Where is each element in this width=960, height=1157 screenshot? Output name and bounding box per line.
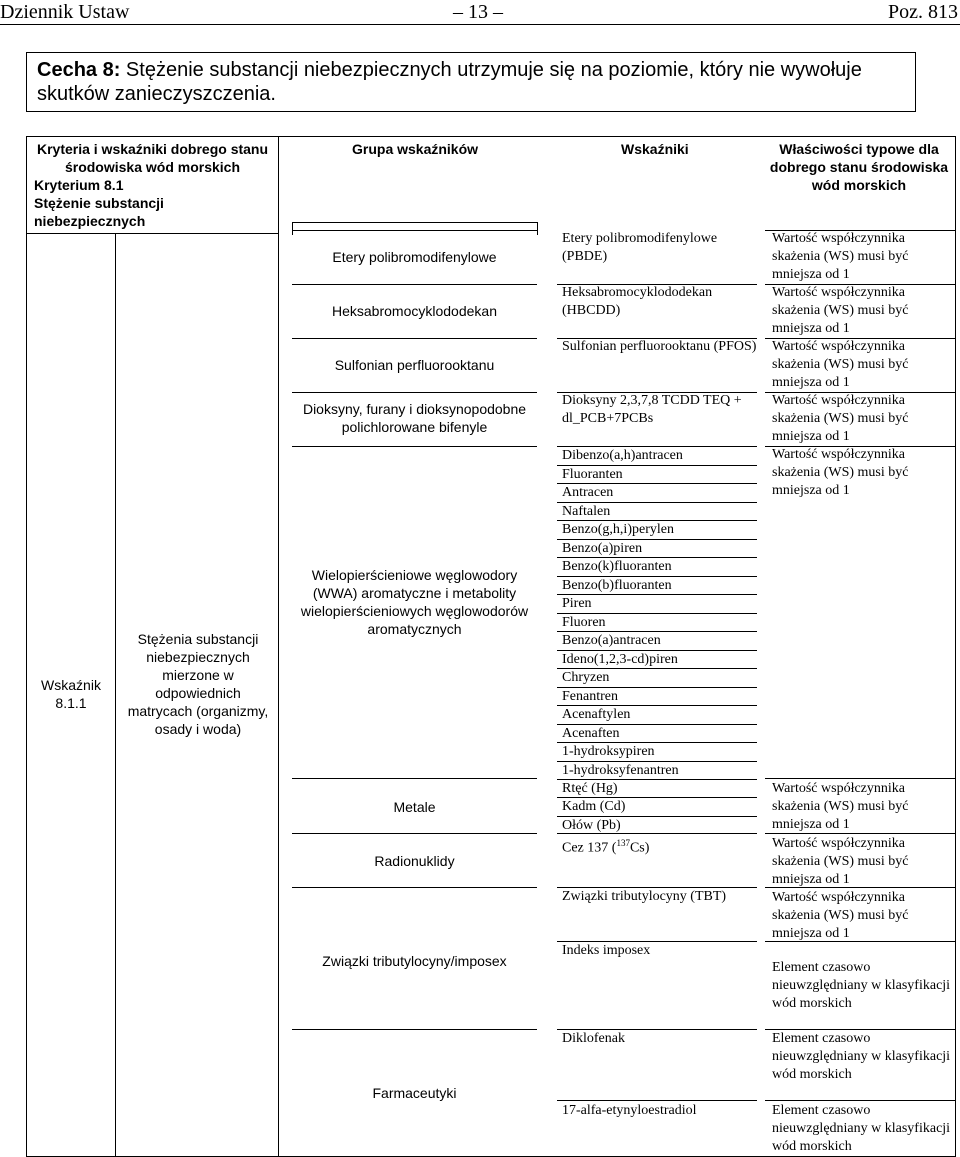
property-pbde: Wartość współczynnika skażenia (WS) musi być mniejsza od 1 bbox=[772, 231, 909, 282]
grupa-header: Grupa wskaźników bbox=[352, 141, 479, 157]
group-pbde: Etery polibromodifenylowe bbox=[332, 249, 497, 265]
header-rule bbox=[0, 24, 960, 25]
group-line bbox=[292, 392, 537, 393]
kryterium-name: Stężenie substancji niebezpiecznych bbox=[34, 195, 164, 229]
group-hbcdd: Heksabromocyklododekan bbox=[332, 303, 497, 319]
table-right-border bbox=[955, 136, 956, 1157]
page-number: – 13 – bbox=[453, 1, 503, 23]
wskazniki-header: Wskaźniki bbox=[621, 141, 689, 157]
indicator-ethinylestradiol: 17-alfa-etynyloestradiol bbox=[562, 1103, 697, 1118]
property-diclofenac: Element czasowo nieuwzględniany w klasyfikacji wód morskich bbox=[772, 1031, 951, 1082]
wwa-indicator: Dibenzo(a,h)antracen bbox=[562, 448, 683, 463]
wwa-indicator: Fenantren bbox=[562, 688, 618, 704]
journal-name: Dziennik Ustaw bbox=[0, 1, 130, 23]
wskaznik-description: Stężenia substancji niebezpiecznych mierzone w odpowiednich matrycach (organizmy, osady i woda) bbox=[127, 631, 269, 737]
group-line bbox=[292, 230, 537, 231]
indicator-line bbox=[557, 1100, 757, 1101]
property-line bbox=[765, 778, 955, 779]
group-bracket-left bbox=[292, 222, 293, 235]
metal-indicator: Rtęć (Hg) bbox=[562, 781, 618, 796]
feature-text bbox=[37, 58, 905, 106]
property-hbcdd: Wartość współczynnika skażenia (WS) musi być mniejsza od 1 bbox=[772, 285, 909, 336]
indicator-tbt: Związki tributylocyny (TBT) bbox=[562, 889, 727, 904]
group-dioxins: Dioksyny, furany i dioksynopodobne polichlorowane bifenyle bbox=[302, 401, 527, 435]
group-line bbox=[292, 778, 537, 779]
property-line bbox=[765, 887, 955, 888]
property-line bbox=[765, 941, 955, 942]
property-dioxins: Wartość współczynnika skażenia (WS) musi być mniejsza od 1 bbox=[772, 393, 909, 444]
indicator-pfos: Sulfonian perfluorooktanu (PFOS) bbox=[562, 339, 757, 354]
property-radionuclides: Wartość współczynnika skażenia (WS) musi być mniejsza od 1 bbox=[772, 836, 909, 887]
kryterium-number: Kryterium 8.1 bbox=[34, 177, 124, 193]
table-top-border bbox=[26, 136, 956, 137]
wwa-indicator: Benzo(g,h,i)perylen bbox=[562, 522, 674, 537]
metal-indicator: Kadm (Cd) bbox=[562, 799, 626, 815]
wlasciwosci-header: Właściwości typowe dla dobrego stanu środowiska wód morskich bbox=[769, 141, 949, 193]
group-line bbox=[292, 446, 537, 447]
wwa-indicator: 1-hydroksypiren bbox=[562, 744, 655, 759]
group-radionuclides: Radionuklidy bbox=[374, 853, 455, 869]
wwa-indicator: Fluoranten bbox=[562, 466, 623, 482]
indicator-pbde: Etery polibromodifenylowe (PBDE) bbox=[562, 231, 718, 264]
indicator-diclofenac: Diklofenak bbox=[562, 1031, 625, 1046]
group-metals: Metale bbox=[393, 799, 436, 815]
wwa-indicator: Benzo(k)fluoranten bbox=[562, 559, 672, 574]
group-bracket-top bbox=[292, 222, 537, 223]
wwa-indicator: Chryzen bbox=[562, 670, 610, 685]
kryteria-header: Kryteria i wskaźniki dobrego stanu środowiska wód morskich bbox=[36, 141, 269, 175]
indicator-hbcdd: Heksabromocyklododekan (HBCDD) bbox=[562, 285, 713, 318]
wwa-indicator: Ideno(1,2,3-cd)piren bbox=[562, 651, 678, 667]
group-line bbox=[292, 1029, 537, 1030]
feature-label: Cecha 8: bbox=[37, 59, 121, 81]
group-line bbox=[292, 284, 537, 285]
property-ethinylestradiol: Element czasowo nieuwzględniany w klasyfikacji wód morskich bbox=[772, 1103, 951, 1154]
table-left-border bbox=[26, 136, 27, 1157]
property-line bbox=[765, 833, 955, 834]
group-line bbox=[292, 887, 537, 888]
indicator-cs137 bbox=[562, 834, 757, 858]
criterion-row-divider bbox=[26, 233, 278, 234]
wwa-indicator: Fluoren bbox=[562, 614, 606, 630]
wskaznik-label: Wskaźnik 8.1.1 bbox=[41, 677, 101, 711]
feature-box bbox=[26, 52, 916, 112]
feature-description: Stężenie substancji niebezpiecznych utrzymuje się na poziomie, który nie wywołuje skutków zanieczyszczenia. bbox=[37, 59, 862, 105]
group-line bbox=[292, 338, 537, 339]
metal-indicator: Ołów (Pb) bbox=[562, 817, 621, 833]
wwa-indicator: Piren bbox=[562, 596, 592, 611]
wwa-indicator: Benzo(a)antracen bbox=[562, 633, 661, 648]
group-bracket-right bbox=[537, 222, 538, 235]
cs137-suffix: Cs) bbox=[629, 840, 650, 856]
property-metals: Wartość współczynnika skażenia (WS) musi być mniejsza od 1 bbox=[772, 781, 909, 832]
wwa-indicator: Benzo(b)fluoranten bbox=[562, 577, 672, 593]
group-wwa: Wielopierścieniowe węglowodory (WWA) aromatyczne i metabolity wielopierścieniowych węglowodorów aromatycznych bbox=[300, 567, 529, 637]
group-tbt: Związki tributylocyny/imposex bbox=[322, 953, 507, 969]
group-pfos: Sulfonian perfluorooktanu bbox=[334, 357, 495, 373]
page-header bbox=[0, 0, 960, 24]
indicator-imposex: Indeks imposex bbox=[562, 943, 651, 958]
property-wwa: Wartość współczynnika skażenia (WS) musi być mniejsza od 1 bbox=[772, 447, 909, 498]
cs137-superscript: 137 bbox=[616, 838, 630, 848]
cs137-prefix: Cez 137 ( bbox=[562, 840, 617, 856]
wwa-indicator: Acenaftylen bbox=[562, 707, 631, 722]
property-imposex: Element czasowo nieuwzględniany w klasyfikacji wód morskich bbox=[772, 960, 951, 1011]
property-tbt: Wartość współczynnika skażenia (WS) musi być mniejsza od 1 bbox=[772, 890, 909, 941]
wskaznik-divider bbox=[115, 233, 116, 1157]
property-pfos: Wartość współczynnika skażenia (WS) musi być mniejsza od 1 bbox=[772, 339, 909, 390]
wwa-indicator: Antracen bbox=[562, 485, 614, 500]
wwa-indicator: Acenaften bbox=[562, 725, 620, 741]
position-number: Poz. 813 bbox=[888, 1, 958, 23]
group-line bbox=[292, 833, 537, 834]
wwa-indicator: 1-hydroksyfenantren bbox=[562, 762, 679, 778]
indicator-dioxins: Dioksyny 2,3,7,8 TCDD TEQ + dl_PCB+7PCBs bbox=[562, 393, 742, 426]
group-pharmaceuticals: Farmaceutyki bbox=[372, 1085, 457, 1101]
property-line bbox=[765, 1100, 955, 1101]
column-divider bbox=[278, 136, 279, 1157]
wwa-indicator: Benzo(a)piren bbox=[562, 540, 643, 556]
wwa-indicator: Naftalen bbox=[562, 503, 611, 519]
